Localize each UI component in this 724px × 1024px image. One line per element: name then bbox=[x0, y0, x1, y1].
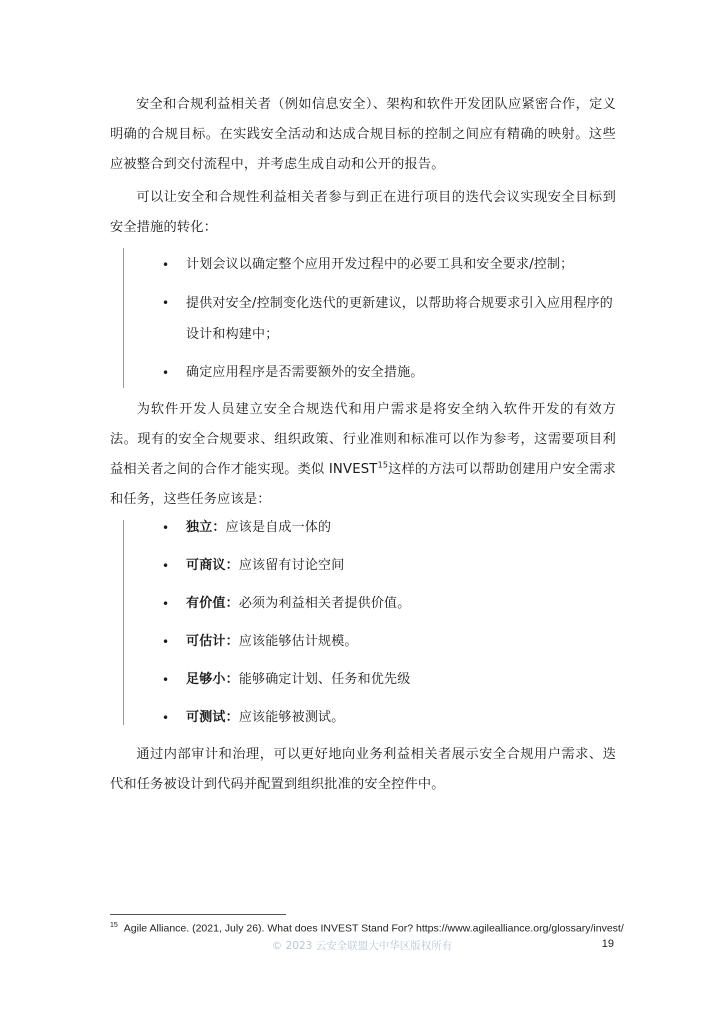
paragraph-invest-method bbox=[110, 395, 616, 515]
criterion-text: 能够确定计划、任务和优先级 bbox=[238, 672, 411, 687]
list-item-text: 计划会议以确定整个应用开发过程中的必要工具和安全要求/控制； bbox=[186, 257, 574, 272]
criterion-text: 必须为利益相关者提供价值。 bbox=[238, 596, 411, 611]
paragraph-iteration-meetings bbox=[110, 183, 616, 243]
list-item bbox=[158, 250, 618, 280]
bullet-icon: • bbox=[162, 559, 170, 573]
bullet-icon: • bbox=[162, 711, 170, 725]
list-item bbox=[158, 665, 618, 695]
list-item bbox=[158, 288, 618, 350]
quote-bar bbox=[123, 520, 124, 725]
footnote-number: 15 bbox=[110, 922, 118, 929]
criterion-text: 应该能够被测试。 bbox=[238, 710, 345, 725]
criterion-text: 应该是自成一体的 bbox=[225, 520, 332, 535]
bullet-icon: • bbox=[162, 597, 170, 611]
paragraph-compliance-collaboration bbox=[110, 90, 616, 180]
criterion-text: 应该留有讨论空间 bbox=[238, 558, 345, 573]
list-item-text: 提供对安全/控制变化迭代的更新建议，以帮助将合规要求引入应用程序的设计和构建中； bbox=[186, 296, 613, 342]
criterion-term: 可商议： bbox=[186, 558, 239, 573]
list-item bbox=[158, 358, 618, 388]
footnote-reference[interactable]: 15 bbox=[377, 460, 389, 470]
criterion-term: 可估计： bbox=[186, 634, 239, 649]
bullet-icon: • bbox=[162, 673, 170, 687]
paragraph-text: 通过内部审计和治理，可以更好地向业务利益相关者展示安全合规用户需求、迭代和任务被设计到代码并配置到组织批准的安全控件中。 bbox=[110, 747, 616, 792]
bullet-icon: • bbox=[162, 258, 170, 272]
paragraph-text: 安全和合规利益相关者（例如信息安全）、架构和软件开发团队应紧密合作，定义明确的合规目标。在实践安全活动和达成合规目标的控制之间应有精确的映射。这些应被整合到交付流程中，并考虑生成自动和公开的报告。 bbox=[110, 97, 616, 172]
list-item bbox=[158, 589, 618, 619]
list-item bbox=[158, 703, 618, 733]
footnote-divider bbox=[110, 914, 286, 915]
bullet-icon: • bbox=[162, 366, 170, 380]
bullet-icon: • bbox=[162, 521, 170, 535]
paragraph-audit-governance bbox=[110, 740, 616, 800]
criterion-term: 独立： bbox=[186, 520, 226, 535]
footnote-text[interactable]: Agile Alliance. (2021, July 26). What does INVEST Stand For? https://www.agilealliance.org/glossary/invest/ bbox=[123, 922, 624, 935]
quote-bar bbox=[123, 248, 124, 388]
paragraph-text: 为软件开发人员建立安全合规迭代和用户需求是将安全纳入软件开发的有效方法。现有的安全合规要求、组织政策、行业准则和标准可以作为参考，这需要项目利益相关者之间的合作才能实现。类似 INVEST bbox=[110, 402, 616, 477]
page-number: 19 bbox=[601, 938, 614, 950]
invest-criteria-list bbox=[158, 513, 618, 741]
bullet-icon: • bbox=[162, 296, 170, 310]
copyright-notice: © 2023 云安全联盟大中华区版权所有 bbox=[271, 940, 453, 952]
paragraph-text: 这样的方法可以帮助创建用户安全需求和任务，这些任务应该是： bbox=[110, 462, 617, 507]
list-item-text: 确定应用程序是否需要额外的安全措施。 bbox=[186, 365, 424, 380]
list-item bbox=[158, 551, 618, 581]
criterion-term: 足够小： bbox=[186, 672, 239, 687]
criterion-term: 有价值： bbox=[186, 596, 239, 611]
footnote bbox=[110, 922, 624, 935]
list-item bbox=[158, 627, 618, 657]
bullet-icon: • bbox=[162, 635, 170, 649]
list-item bbox=[158, 513, 618, 543]
criterion-term: 可测试： bbox=[186, 710, 239, 725]
criterion-text: 应该能够估计规模。 bbox=[238, 634, 358, 649]
paragraph-text: 可以让安全和合规性利益相关者参与到正在进行项目的迭代会议实现安全目标到安全措施的转化： bbox=[110, 190, 616, 235]
iteration-meeting-list bbox=[158, 250, 618, 396]
